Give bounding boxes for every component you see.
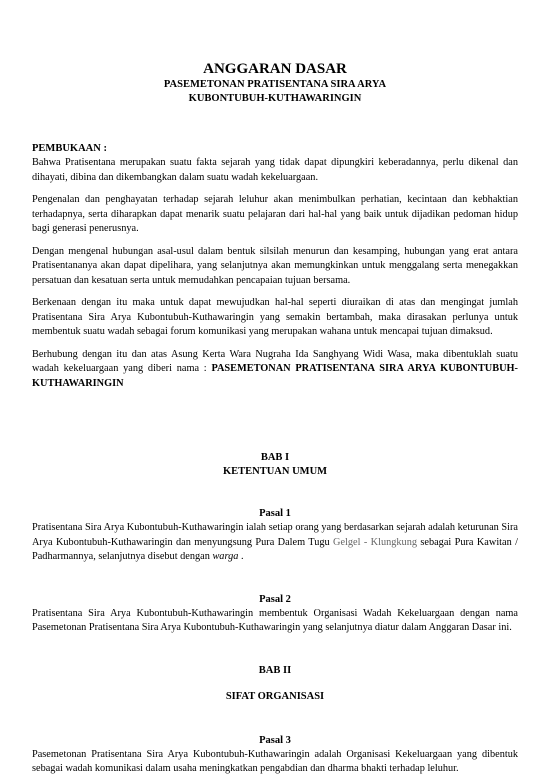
document-subtitle-2: KUBONTUBUH-KUTHAWARINGIN xyxy=(188,93,362,104)
pembukaan-paragraph-2: Pengenalan dan penghayatan terhadap sejarah leluhur akan menimbulkan perhatian, kecintaan dan kebhaktian terhadapnya, serta diharapkan dapat menarik suatu pelajaran dari hal-hal yang baik untuk dijadikan pedoman hidup bagi generasi penerusnya. xyxy=(32,194,518,234)
pembukaan-paragraph-1: Bahwa Pratisentana merupakan suatu fakta sejarah yang tidak dapat dipungkiri keberadannya, perlu dikenal dan dihayati, dibina dan dikembangkan dalam suatu wadah kekeluargaan. xyxy=(32,157,518,183)
pembukaan-paragraph-5 xyxy=(32,348,518,392)
pasal-1-text-a: Pratisentana Sira Arya Kubontubuh-Kuthawaringin ialah setiap orang yang berdasarkan sejarah adalah keturunan Sira Arya Kubontubuh-Kuthawaringin dan menyungsung Pura Dalem Tugu xyxy=(32,522,518,548)
document-subtitle-1: PASEMETONAN PRATISENTANA SIRA ARYA xyxy=(163,79,387,90)
pasal-1-text xyxy=(32,521,518,565)
bab-2-label: BAB II xyxy=(258,664,292,676)
pasal-3-label: Pasal 3 xyxy=(259,734,291,746)
bab-1-label: BAB I xyxy=(260,452,290,463)
paragraph-5-text: Berhubung dengan itu dan atas Asung Kerta Wara Nugraha Ida Sanghyang Widi Wasa, maka dibentuklah suatu wadah kekeluargaan yang diberi nama : xyxy=(32,348,518,374)
pasal-2-text: Pratisentana Sira Arya Kubontubuh-Kuthawaringin membentuk Organisasi Wadah Kekeluargaan dengan nama Pasemetonan Pratisentana Sira Arya Kubontubuh-Kuthawaringin yang selanjutnya diatur dalam Anggaran Dasar ini. xyxy=(32,607,518,633)
pasal-1-text-b: sebagai Pura Kawitan / Padharmannya, selanjutnya disebut dengan xyxy=(32,536,518,562)
organization-name-bold: PASEMETONAN PRATISENTANA SIRA ARYA KUBONTUBUH-KUTHAWARINGIN xyxy=(32,363,518,389)
pasal-2-label: Pasal 2 xyxy=(259,593,291,605)
pembukaan-paragraph-3: Dengan mengenal hubungan asal-usul dalam bentuk silsilah menurun dan kesamping, hubungan yang erat antara Pratisentananya akan dapat dipelihara, yang selanjutnya akan memungkinkan untuk menggalang serta menegakkan persatuan dan kesatuan serta untuk memudahkan pencapaian tujuan bersama. xyxy=(32,245,518,286)
pembukaan-paragraph-4: Berkenaan dengan itu maka untuk dapat mewujudkan hal-hal seperti diuraikan di atas dan mengingat jumlah Pratisentana Sira Arya Kubontubuh-Kuthawaringin yang semakin bertambah, maka dirasakan perlunya untuk membentuk suatu wadah sebagai forum komunikasi yang merupakan wahana untuk mencapai tujuan dimaksud. xyxy=(32,297,518,337)
bab-2-title: SIFAT ORGANISASI xyxy=(225,690,325,702)
document-title: ANGGARAN DASAR xyxy=(203,61,347,77)
pasal-1-text-c: . xyxy=(238,551,244,562)
spacer xyxy=(32,106,518,142)
pasal-1-location: Gelgel - Klungkung xyxy=(333,536,417,548)
pasal-1-label: Pasal 1 xyxy=(259,508,291,519)
pasal-3-text: Pasemetonan Pratisentana Sira Arya Kubontubuh-Kuthawaringin adalah Organisasi Kekeluargaan yang dibentuk sebagai wadah komunikasi dalam usaha meningkatkan pengabdian dan dharma bhakti terhadap leluhur. xyxy=(32,748,518,774)
document-page xyxy=(32,60,518,777)
pasal-1-italic-term: warga xyxy=(212,551,239,562)
bab-1-title: KETENTUAN UMUM xyxy=(222,466,328,477)
pembukaan-heading: PEMBUKAAN : xyxy=(32,143,107,154)
